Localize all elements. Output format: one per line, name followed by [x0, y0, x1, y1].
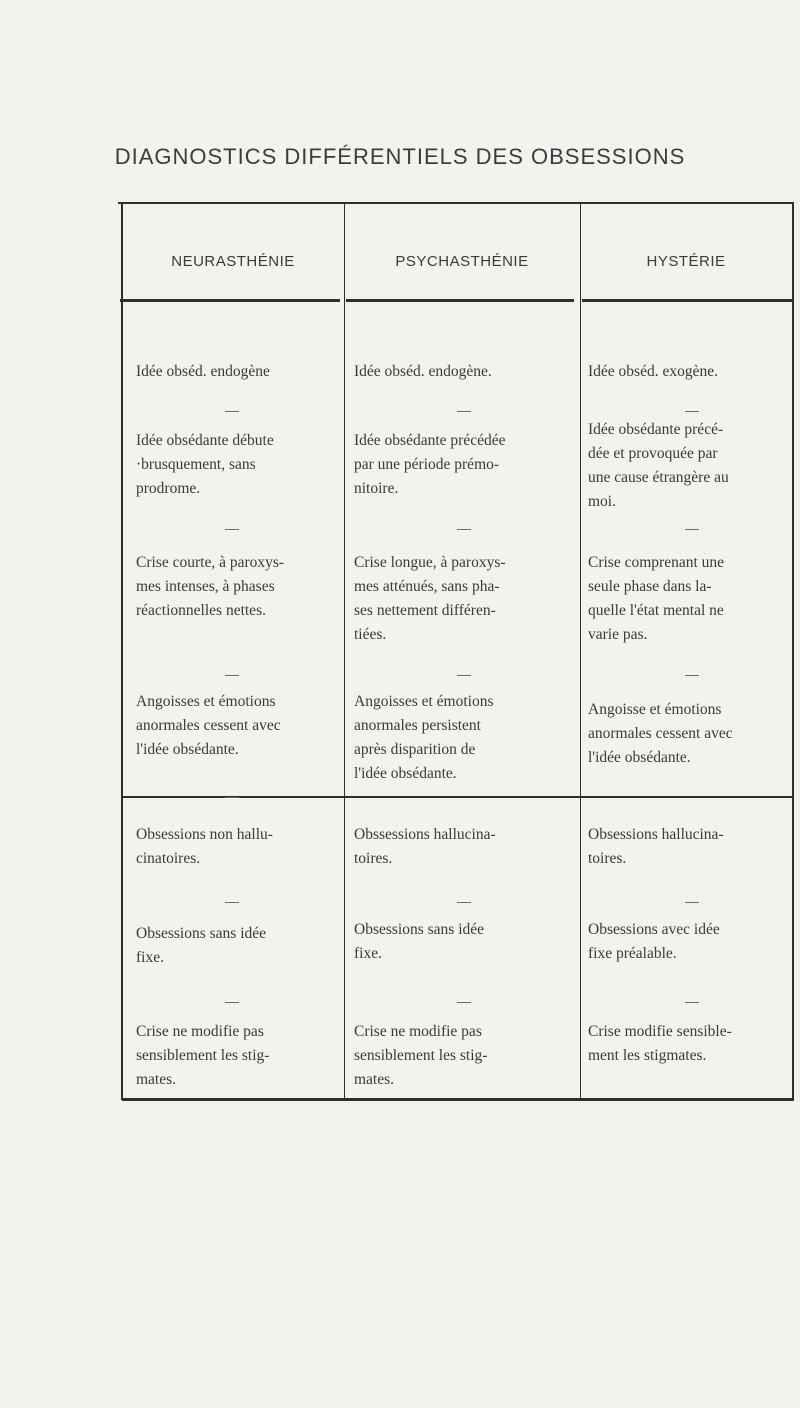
- cell-line: Angoisses et émotions: [136, 693, 276, 710]
- cell-hysterie-7: [588, 1020, 788, 1068]
- column-divider-2: [580, 204, 581, 798]
- cell-neurasthenie-4: [136, 690, 342, 762]
- cell-line: fixe.: [136, 949, 164, 966]
- cell-line: cinatoires.: [136, 850, 201, 867]
- cell-line: Idée obsédante précédée: [354, 432, 506, 449]
- cell-line: fixe préalable.: [588, 945, 677, 962]
- cell-line: une cause étrangère au: [588, 469, 729, 486]
- row-separator-dash: [457, 902, 471, 903]
- cell-line: Crise longue, à paroxys-: [354, 554, 506, 571]
- cell-line: Obsessions non hallu-: [136, 826, 273, 843]
- cell-line: Obsessions sans idée: [136, 925, 267, 942]
- cell-psychasthenie-4: [354, 690, 576, 786]
- cell-line: anormales cessent avec: [588, 725, 733, 742]
- cell-line: Crise modifie sensible-: [588, 1023, 732, 1040]
- row-separator-dash: [685, 1002, 699, 1003]
- column-divider-2-lower: [580, 796, 581, 1100]
- cell-line: prodrome.: [136, 480, 201, 497]
- row-separator-dash: [685, 902, 699, 903]
- cell-hysterie-2: [588, 418, 788, 514]
- cell-line: anormales persistent: [354, 717, 481, 734]
- cell-line: Angoisses et émotions: [354, 693, 494, 710]
- cell-line: ·brusquement, sans: [136, 456, 256, 473]
- cell-hysterie-1: [588, 360, 788, 384]
- cell-psychasthenie-6: [354, 918, 576, 966]
- cell-line: mes atténués, sans pha-: [354, 578, 500, 595]
- cell-line: par une période prémo-: [354, 456, 500, 473]
- cell-line: Obsessions sans idée: [354, 921, 485, 938]
- cell-line: sensiblement les stig-: [136, 1047, 270, 1064]
- cell-line: Crise ne modifie pas: [354, 1023, 482, 1040]
- cell-line: Obsessions avec idée: [588, 921, 720, 938]
- row-separator-dash: [457, 675, 471, 676]
- page-title: DIAGNOSTICS DIFFÉRENTIELS DES OBSESSIONS: [114, 144, 686, 169]
- row-separator-dash: [457, 1002, 471, 1003]
- cell-line: mates.: [354, 1071, 395, 1088]
- cell-psychasthenie-2: [354, 429, 576, 501]
- cell-line: quelle l'état mental ne: [588, 602, 724, 619]
- cell-line: Crise courte, à paroxys-: [136, 554, 285, 571]
- cell-neurasthenie-2: [136, 429, 342, 501]
- table-top-rule: [118, 202, 794, 204]
- cell-line: toires.: [354, 850, 393, 867]
- cell-line: Crise ne modifie pas: [136, 1023, 264, 1040]
- header-hysterie: HYSTÉRIE: [646, 253, 726, 270]
- table-bottom-rule: [122, 796, 794, 798]
- row-separator-dash: [457, 529, 471, 530]
- header-bottom-rule-1: [120, 299, 340, 302]
- row-separator-dash: [225, 529, 239, 530]
- cell-line: anormales cessent avec: [136, 717, 281, 734]
- cell-line: Obsessions hallucina-: [588, 826, 724, 843]
- cell-line: nitoire.: [354, 480, 399, 497]
- cell-line: Crise comprenant une: [588, 554, 725, 571]
- column-divider-1: [344, 204, 345, 798]
- cell-psychasthenie-3: [354, 551, 576, 647]
- cell-line: dée et provoquée par: [588, 445, 718, 462]
- header-neurasthenie: NEURASTHÉNIE: [171, 253, 295, 270]
- cell-line: après disparition de: [354, 741, 476, 758]
- cell-line: Angoisse et émotions: [588, 701, 722, 718]
- cell-psychasthenie-1: [354, 360, 576, 384]
- table-final-bottom-rule: [122, 1098, 794, 1101]
- cell-neurasthenie-7: [136, 1020, 342, 1092]
- header-bottom-rule-2: [346, 299, 574, 302]
- cell-line: toires.: [588, 850, 627, 867]
- cell-psychasthenie-5: [354, 823, 576, 871]
- cell-hysterie-3: [588, 551, 788, 647]
- cell-line: sensiblement les stig-: [354, 1047, 488, 1064]
- cell-line: mates.: [136, 1071, 177, 1088]
- cell-line: Idée obsédante débute: [136, 432, 274, 449]
- cell-line: mes intenses, à phases: [136, 578, 275, 595]
- cell-line: Idée obséd. endogène.: [354, 363, 492, 380]
- cell-neurasthenie-1: [136, 360, 342, 384]
- cell-line: Idée obséd. endogène: [136, 363, 270, 380]
- row-separator-dash: [685, 411, 699, 412]
- cell-line: fixe.: [354, 945, 382, 962]
- column-divider-1-lower: [344, 796, 345, 1100]
- cell-line: tiées.: [354, 626, 387, 643]
- row-separator-dash: [225, 411, 239, 412]
- row-separator-dash: [685, 529, 699, 530]
- cell-hysterie-4: [588, 698, 788, 770]
- row-separator-dash: [225, 1002, 239, 1003]
- right-border-lower: [792, 796, 794, 1100]
- row-separator-dash: [457, 411, 471, 412]
- header-bottom-rule-3: [582, 299, 792, 302]
- cell-line: seule phase dans la-: [588, 578, 712, 595]
- cell-line: l'idée obsédante.: [136, 741, 239, 758]
- row-separator-dash: [225, 902, 239, 903]
- cell-line: l'idée obsédante.: [588, 749, 691, 766]
- header-psychasthenie: PSYCHASTHÉNIE: [395, 253, 529, 270]
- cell-line: Idée obséd. exogène.: [588, 363, 718, 380]
- cell-line: réactionnelles nettes.: [136, 602, 266, 619]
- cell-hysterie-6: [588, 918, 788, 966]
- cell-line: Obssessions hallucina-: [354, 826, 496, 843]
- left-border-lower: [121, 796, 123, 1100]
- cell-line: l'idée obsédante.: [354, 765, 457, 782]
- cell-line: Idée obsédante précé-: [588, 421, 724, 438]
- left-border: [121, 204, 123, 796]
- cell-line: ment les stigmates.: [588, 1047, 707, 1064]
- cell-hysterie-5: [588, 823, 788, 871]
- cell-line: ses nettement différen-: [354, 602, 496, 619]
- cell-neurasthenie-6: [136, 922, 342, 970]
- right-border: [792, 204, 794, 798]
- row-separator-dash: [685, 675, 699, 676]
- cell-line: varie pas.: [588, 626, 648, 643]
- cell-line: moi.: [588, 493, 616, 510]
- cell-psychasthenie-7: [354, 1020, 576, 1092]
- row-separator-dash: [225, 797, 239, 798]
- cell-neurasthenie-5: [136, 823, 342, 871]
- row-separator-dash: [225, 675, 239, 676]
- cell-neurasthenie-3: [136, 551, 342, 623]
